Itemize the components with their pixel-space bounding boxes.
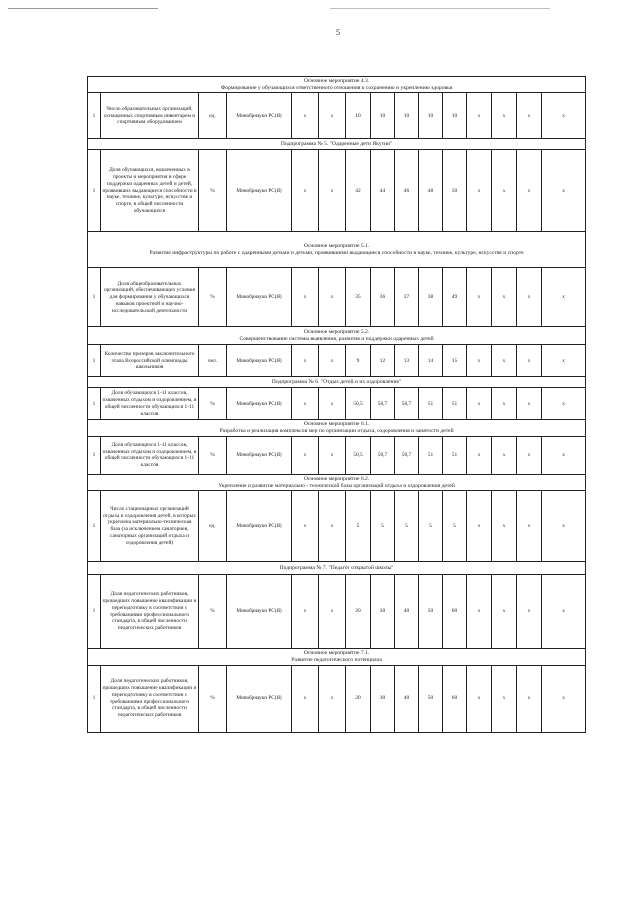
value-cell: 50,7	[371, 436, 395, 474]
value-cell: x	[319, 268, 346, 327]
value-cell: 42	[346, 150, 371, 232]
section-header-line: Основное мероприятие 6.1.	[303, 421, 370, 428]
value-cell: 30	[371, 575, 395, 649]
row-number-cell: 1	[88, 436, 101, 474]
value-cell: 10	[419, 93, 443, 139]
section-header-row	[88, 327, 586, 345]
indicator-name-cell: Доля обучающихся 1-11 классов, охваченных отдыхом и оздоровлением, в общей численности обучающихся 1-11 классов	[101, 436, 199, 474]
page-number: 5	[336, 28, 340, 37]
indicators-table	[87, 76, 586, 733]
value-cell: 14	[419, 345, 443, 377]
value-cell: x	[319, 491, 346, 562]
value-cell: x	[292, 93, 319, 139]
value-cell: x	[542, 345, 586, 377]
ministry-cell: Минобрнауки РС(Я)	[227, 93, 292, 139]
value-cell: 10	[395, 93, 419, 139]
value-cell: 51	[419, 388, 443, 420]
value-cell: x	[492, 491, 517, 562]
section-header-line: Подпрограмма № 7. "Педагог открытой школы"	[279, 564, 394, 571]
value-cell: x	[517, 388, 542, 420]
value-cell: x	[292, 575, 319, 649]
section-header-row	[88, 420, 586, 436]
section-header-line: Основное мероприятие 7.1.	[303, 650, 370, 657]
indicator-name-cell: Доля обучающихся 1-11 классов, охваченных отдыхом и оздоровлением, в общей численности обучающихся 1-11 классов	[101, 388, 199, 420]
value-cell: x	[492, 388, 517, 420]
ministry-cell: Минобрнауки РС(Я)	[227, 491, 292, 562]
value-cell: 51	[419, 436, 443, 474]
value-cell: x	[292, 150, 319, 232]
value-cell: x	[467, 665, 492, 732]
ministry-cell: Минобрнауки РС(Я)	[227, 436, 292, 474]
indicator-name-cell: Доля обучающихся, вовлеченных в проекты и мероприятия в сфере поддержки одаренных детей и детей, проявивших выдающиеся способности в науке, технике, культуре, искусстве и спорте, в общей численности обучающихся	[101, 150, 199, 232]
unit-cell: ед.	[199, 93, 227, 139]
indicator-row	[88, 345, 586, 377]
section-header-row	[88, 377, 586, 388]
value-cell: x	[292, 345, 319, 377]
value-cell: x	[319, 436, 346, 474]
row-number-cell: 1	[88, 388, 101, 420]
value-cell: 5	[419, 491, 443, 562]
section-header-line: Укрепление и развитие материально - технической базы организаций отдыха и оздоровления детей	[218, 482, 455, 489]
value-cell: 50,7	[395, 436, 419, 474]
value-cell: x	[319, 665, 346, 732]
value-cell: x	[542, 491, 586, 562]
section-header-cell	[88, 562, 586, 575]
value-cell: 5	[443, 491, 467, 562]
section-header-row	[88, 474, 586, 490]
value-cell: x	[517, 575, 542, 649]
section-header-cell	[88, 377, 586, 388]
value-cell: 48	[419, 150, 443, 232]
value-cell: 50	[419, 575, 443, 649]
value-cell: x	[292, 491, 319, 562]
value-cell: x	[292, 436, 319, 474]
indicator-name-cell: Доля педагогических работников, прошедших повышение квалификации и переподготовку в соответствии с требованиями профессионального стандарта, в общей численности педагогических работников	[101, 575, 199, 649]
section-header-line: Совершенствование системы выявления, развития и поддержки одаренных детей	[239, 335, 434, 342]
section-header-line: Формирование у обучающихся ответственного отношения к сохранению и укреплению здоровья	[220, 84, 453, 91]
value-cell: 13	[395, 345, 419, 377]
unit-cell: %	[199, 436, 227, 474]
value-cell: x	[492, 93, 517, 139]
value-cell: 5	[395, 491, 419, 562]
value-cell: x	[292, 268, 319, 327]
indicator-row	[88, 93, 586, 139]
value-cell: x	[542, 150, 586, 232]
value-cell: x	[517, 436, 542, 474]
indicator-name-cell: Число стационарных организаций отдыха и оздоровления детей, в которых укреплена материально-техническая база (за исключением санаториев, санаторных организаций отдыха и оздоровления детей)	[101, 491, 199, 562]
value-cell: 49	[443, 268, 467, 327]
section-header-line: Разработка и реализация комплексов мер по организации отдыха, оздоровления и занятости детей	[219, 428, 454, 435]
value-cell: x	[492, 268, 517, 327]
value-cell: x	[467, 436, 492, 474]
value-cell: 38	[419, 268, 443, 327]
value-cell: x	[492, 436, 517, 474]
section-header-cell	[88, 139, 586, 150]
value-cell: x	[467, 388, 492, 420]
section-header-line: Подпрограмма № 5. "Одаренные дети Якутии"	[280, 141, 393, 148]
value-cell: x	[542, 436, 586, 474]
section-header-line: Основное мероприятие 5.1.	[303, 243, 370, 250]
section-header-row	[88, 649, 586, 665]
value-cell: x	[492, 345, 517, 377]
unit-cell: ед.	[199, 491, 227, 562]
value-cell: 50	[419, 665, 443, 732]
unit-cell: чел.	[199, 345, 227, 377]
value-cell: 30	[371, 665, 395, 732]
section-header-cell	[88, 327, 586, 345]
section-header-cell	[88, 232, 586, 268]
value-cell: 60	[443, 575, 467, 649]
value-cell: x	[467, 93, 492, 139]
ministry-cell: Минобрнауки РС(Я)	[227, 388, 292, 420]
section-header-row	[88, 77, 586, 93]
value-cell: x	[517, 150, 542, 232]
section-header-cell	[88, 474, 586, 490]
value-cell: x	[319, 388, 346, 420]
value-cell: 37	[395, 268, 419, 327]
section-header-row	[88, 562, 586, 575]
value-cell: 46	[395, 150, 419, 232]
value-cell: 50	[443, 150, 467, 232]
indicator-row	[88, 491, 586, 562]
section-header-cell	[88, 77, 586, 93]
ministry-cell: Минобрнауки РС(Я)	[227, 575, 292, 649]
unit-cell: %	[199, 665, 227, 732]
value-cell: x	[467, 575, 492, 649]
section-header-row	[88, 139, 586, 150]
row-number-cell: 1	[88, 665, 101, 732]
ministry-cell: Минобрнауки РС(Я)	[227, 150, 292, 232]
value-cell: 44	[371, 150, 395, 232]
value-cell: x	[517, 93, 542, 139]
value-cell: 10	[346, 93, 371, 139]
value-cell: x	[319, 93, 346, 139]
value-cell: x	[542, 665, 586, 732]
value-cell: x	[319, 575, 346, 649]
indicator-row	[88, 436, 586, 474]
row-number-cell: 1	[88, 93, 101, 139]
value-cell: 50,7	[371, 388, 395, 420]
ministry-cell: Минобрнауки РС(Я)	[227, 665, 292, 732]
indicator-row	[88, 575, 586, 649]
value-cell: 12	[371, 345, 395, 377]
section-header-cell	[88, 649, 586, 665]
value-cell: 36	[371, 268, 395, 327]
indicator-name-cell: Доля педагогических работников, прошедших повышение квалификации и переподготовку в соответствии с требованиями профессионального стандарта, в общей численности педагогических работников	[101, 665, 199, 732]
value-cell: 60	[443, 665, 467, 732]
value-cell: 50,5	[346, 436, 371, 474]
row-number-cell: 1	[88, 150, 101, 232]
value-cell: 40	[395, 665, 419, 732]
indicator-row	[88, 388, 586, 420]
value-cell: x	[542, 388, 586, 420]
value-cell: 40	[395, 575, 419, 649]
value-cell: x	[319, 345, 346, 377]
ministry-cell: Минобрнауки РС(Я)	[227, 268, 292, 327]
value-cell: 50,5	[346, 388, 371, 420]
value-cell: 5	[346, 491, 371, 562]
section-header-line: Основное мероприятие 5.2.	[303, 329, 370, 336]
value-cell: 10	[371, 93, 395, 139]
value-cell: x	[292, 388, 319, 420]
indicator-row	[88, 150, 586, 232]
value-cell: 5	[371, 491, 395, 562]
section-header-line: Основное мероприятие 4.3.	[303, 78, 370, 84]
indicator-name-cell: Число образовательных организаций, оснащенных спортивным инвентарем и спортивным оборудованием	[101, 93, 199, 139]
value-cell: x	[517, 345, 542, 377]
section-header-line: Подпрограмма № 6. "Отдых детей и их оздоровление"	[271, 379, 402, 386]
value-cell: x	[542, 268, 586, 327]
value-cell: 35	[346, 268, 371, 327]
scan-artifact-right	[330, 8, 550, 9]
ministry-cell: Минобрнауки РС(Я)	[227, 345, 292, 377]
value-cell: x	[517, 665, 542, 732]
row-number-cell: 1	[88, 345, 101, 377]
value-cell: x	[542, 575, 586, 649]
section-header-line: Основное мероприятие 6.2.	[303, 475, 370, 482]
value-cell: x	[492, 150, 517, 232]
unit-cell: %	[199, 150, 227, 232]
section-header-line: Развитие инфраструктуры по работе с одаренными детьми и детьми, проявившими выдающиеся способности в науке, технике, культуре, искусстве и спорте	[149, 249, 524, 256]
unit-cell: %	[199, 575, 227, 649]
row-number-cell: 1	[88, 575, 101, 649]
value-cell: x	[319, 150, 346, 232]
value-cell: x	[467, 345, 492, 377]
value-cell: 9	[346, 345, 371, 377]
indicator-name-cell: Доля общеобразовательных организаций, обеспечивающих условия для формирования у обучающихся навыков проектной и научно-исследовательской деятельности	[101, 268, 199, 327]
scan-artifact-left	[8, 8, 158, 9]
value-cell: x	[467, 491, 492, 562]
value-cell: 50,7	[395, 388, 419, 420]
unit-cell: %	[199, 388, 227, 420]
section-header-line: Развитие педагогического потенциала	[291, 656, 382, 663]
value-cell: x	[542, 93, 586, 139]
section-header-row	[88, 232, 586, 268]
unit-cell: %	[199, 268, 227, 327]
indicator-row	[88, 665, 586, 732]
value-cell: 10	[443, 93, 467, 139]
row-number-cell: 1	[88, 491, 101, 562]
value-cell: x	[292, 665, 319, 732]
indicator-row	[88, 268, 586, 327]
value-cell: 20	[346, 665, 371, 732]
value-cell: 51	[443, 436, 467, 474]
value-cell: 20	[346, 575, 371, 649]
value-cell: x	[467, 150, 492, 232]
value-cell: x	[517, 268, 542, 327]
value-cell: 15	[443, 345, 467, 377]
value-cell: x	[517, 491, 542, 562]
row-number-cell: 1	[88, 268, 101, 327]
value-cell: x	[467, 268, 492, 327]
section-header-cell	[88, 420, 586, 436]
value-cell: 51	[443, 388, 467, 420]
indicator-name-cell: Количество призеров заключительного этапа Всероссийской олимпиады школьников	[101, 345, 199, 377]
value-cell: x	[492, 575, 517, 649]
value-cell: x	[492, 665, 517, 732]
